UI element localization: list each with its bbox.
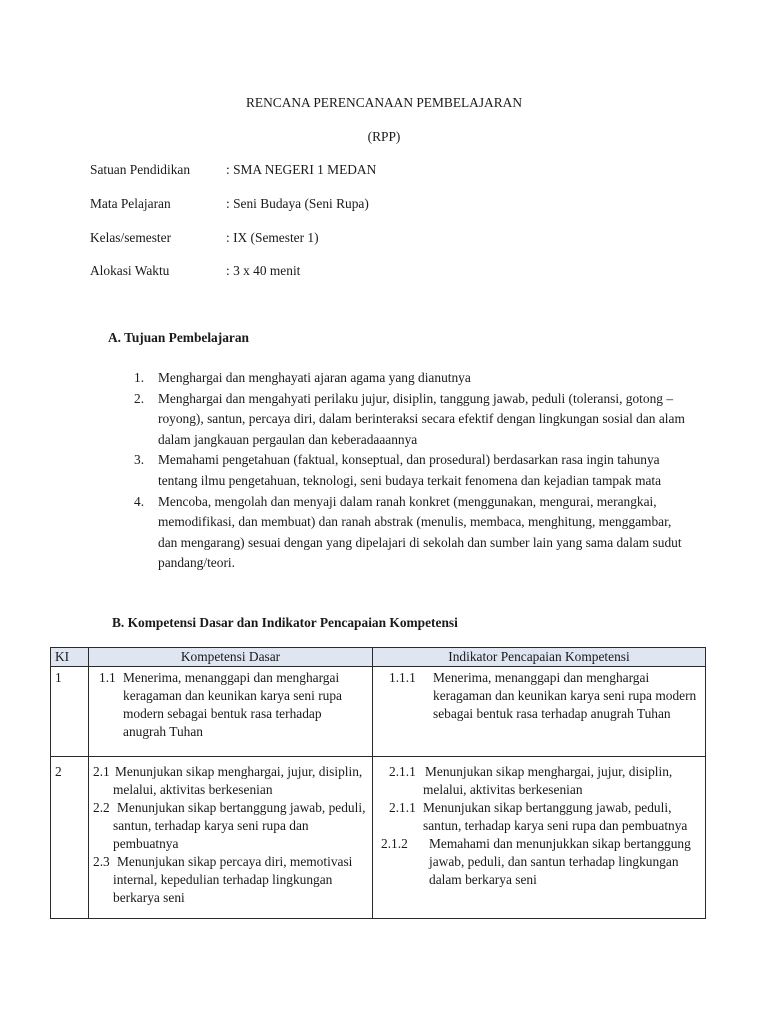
ipk-text: Menerima, menanggapi dan menghargai keragaman dan keunikan karya seni rupa modern sebagai bentuk rasa terhadap anugrah Tuhan: [433, 670, 697, 721]
kd-item: [95, 669, 368, 741]
list-item: [134, 450, 694, 491]
document-subtitle: (RPP): [367, 129, 401, 144]
list-text: Menghargai dan mengahyati perilaku jujur, disiplin, tanggung jawab, peduli (toleransi, gotong – royong), santun, percaya diri, dalam berinteraksi secara efektif dengan lingkungan sosial dan alam dalam jangkauan pergaulan dan keberadaaannya: [158, 390, 685, 447]
table-header-row: [51, 648, 706, 667]
ipk-number: 2.1.1: [389, 764, 416, 779]
info-value-satuan: : SMA NEGERI 1 MEDAN: [226, 162, 377, 177]
ipk-number: 2.1.2: [381, 836, 408, 851]
competency-table: [50, 647, 706, 919]
table-row: [51, 667, 706, 757]
kd-item: [93, 799, 368, 853]
ipk-number: 2.1.1: [389, 800, 416, 815]
header-ipk: Indikator Pencapaian Kompetensi: [373, 648, 706, 667]
list-text: Mencoba, mengolah dan menyaji dalam ranah konkret (menggunakan, mengurai, merangkai, memodifikasi, dan membuat) dan ranah abstrak (menulis, membaca, menghitung, menggambar, dan mengarang) sesuai dengan yang dipelajari di sekolah dan sumber lain yang sama dalam sudut pandang/teori.: [158, 493, 682, 571]
list-number: 4.: [134, 493, 145, 509]
cell-kd: [89, 757, 373, 919]
document-title: RENCANA PERENCANAAN PEMBELAJARAN: [245, 95, 523, 110]
info-label-satuan: Satuan Pendidikan: [90, 162, 191, 177]
list-text: Menghargai dan menghayati ajaran agama yang dianutnya: [158, 370, 471, 385]
cell-ipk: [373, 667, 706, 757]
kd-number: 2.1: [93, 764, 110, 779]
info-label-waktu: Alokasi Waktu: [90, 263, 170, 278]
objectives-list: [134, 368, 694, 574]
section-b-heading: B. Kompetensi Dasar dan Indikator Pencapaian Kompetensi: [112, 615, 458, 630]
ipk-text: Memahami dan menunjukkan sikap bertanggung jawab, peduli, dan santun terhadap lingkungan dalam berkarya seni: [429, 836, 691, 887]
list-item: [134, 492, 694, 574]
list-number: 2.: [134, 390, 145, 406]
info-value-waktu: : 3 x 40 menit: [226, 263, 301, 278]
list-text: Memahami pengetahuan (faktual, konseptual, dan prosedural) berdasarkan rasa ingin tahunya tentang ilmu pengetahuan, teknologi, seni budaya terkait fenomena dan kejadian tampak mata: [158, 452, 662, 488]
table-row: [51, 757, 706, 919]
kd-number: 2.3: [93, 854, 110, 869]
info-value-kelas: : IX (Semester 1): [226, 230, 319, 245]
cell-ki: 2: [51, 757, 89, 919]
kd-text: Menunjukan sikap bertanggung jawab, peduli, santun, terhadap karya seni rupa dan pembuatnya: [113, 800, 366, 851]
info-label-kelas: Kelas/semester: [90, 230, 172, 245]
ipk-item: [381, 799, 701, 835]
header-kd: Kompetensi Dasar: [89, 648, 373, 667]
info-value-mapel: : Seni Budaya (Seni Rupa): [226, 196, 369, 211]
cell-kd: [89, 667, 373, 757]
ipk-text: Menunjukan sikap bertanggung jawab, peduli, santun, terhadap karya seni rupa dan pembuatnya: [423, 800, 688, 833]
ipk-item: [381, 835, 701, 889]
kd-item: [93, 763, 368, 799]
kd-text: Menunjukan sikap menghargai, jujur, disiplin, melalui, aktivitas berkesenian: [113, 764, 363, 797]
list-number: 3.: [134, 452, 145, 468]
cell-ipk: [373, 757, 706, 919]
header-ki: KI: [51, 648, 89, 667]
section-a-heading: A. Tujuan Pembelajaran: [108, 330, 249, 345]
list-item: [134, 368, 694, 389]
cell-ki: 1: [51, 667, 89, 757]
kd-number: 1.1: [99, 670, 116, 685]
kd-item: [93, 853, 368, 907]
ipk-text: Menunjukan sikap menghargai, jujur, disiplin, melalui, aktivitas berkesenian: [423, 764, 673, 797]
list-item: [134, 389, 694, 451]
ipk-number: 1.1.1: [389, 670, 416, 685]
kd-text: Menunjukan sikap percaya diri, memotivasi internal, kepedulian terhadap lingkungan berkarya seni: [113, 854, 353, 905]
list-number: 1.: [134, 370, 145, 385]
info-label-mapel: Mata Pelajaran: [90, 196, 171, 211]
kd-text: Menerima, menanggapi dan menghargai keragaman dan keunikan karya seni rupa modern sebagai bentuk rasa terhadap anugrah Tuhan: [123, 670, 342, 739]
ipk-item: [389, 669, 701, 723]
ipk-item: [381, 763, 701, 799]
kd-number: 2.2: [93, 800, 110, 815]
